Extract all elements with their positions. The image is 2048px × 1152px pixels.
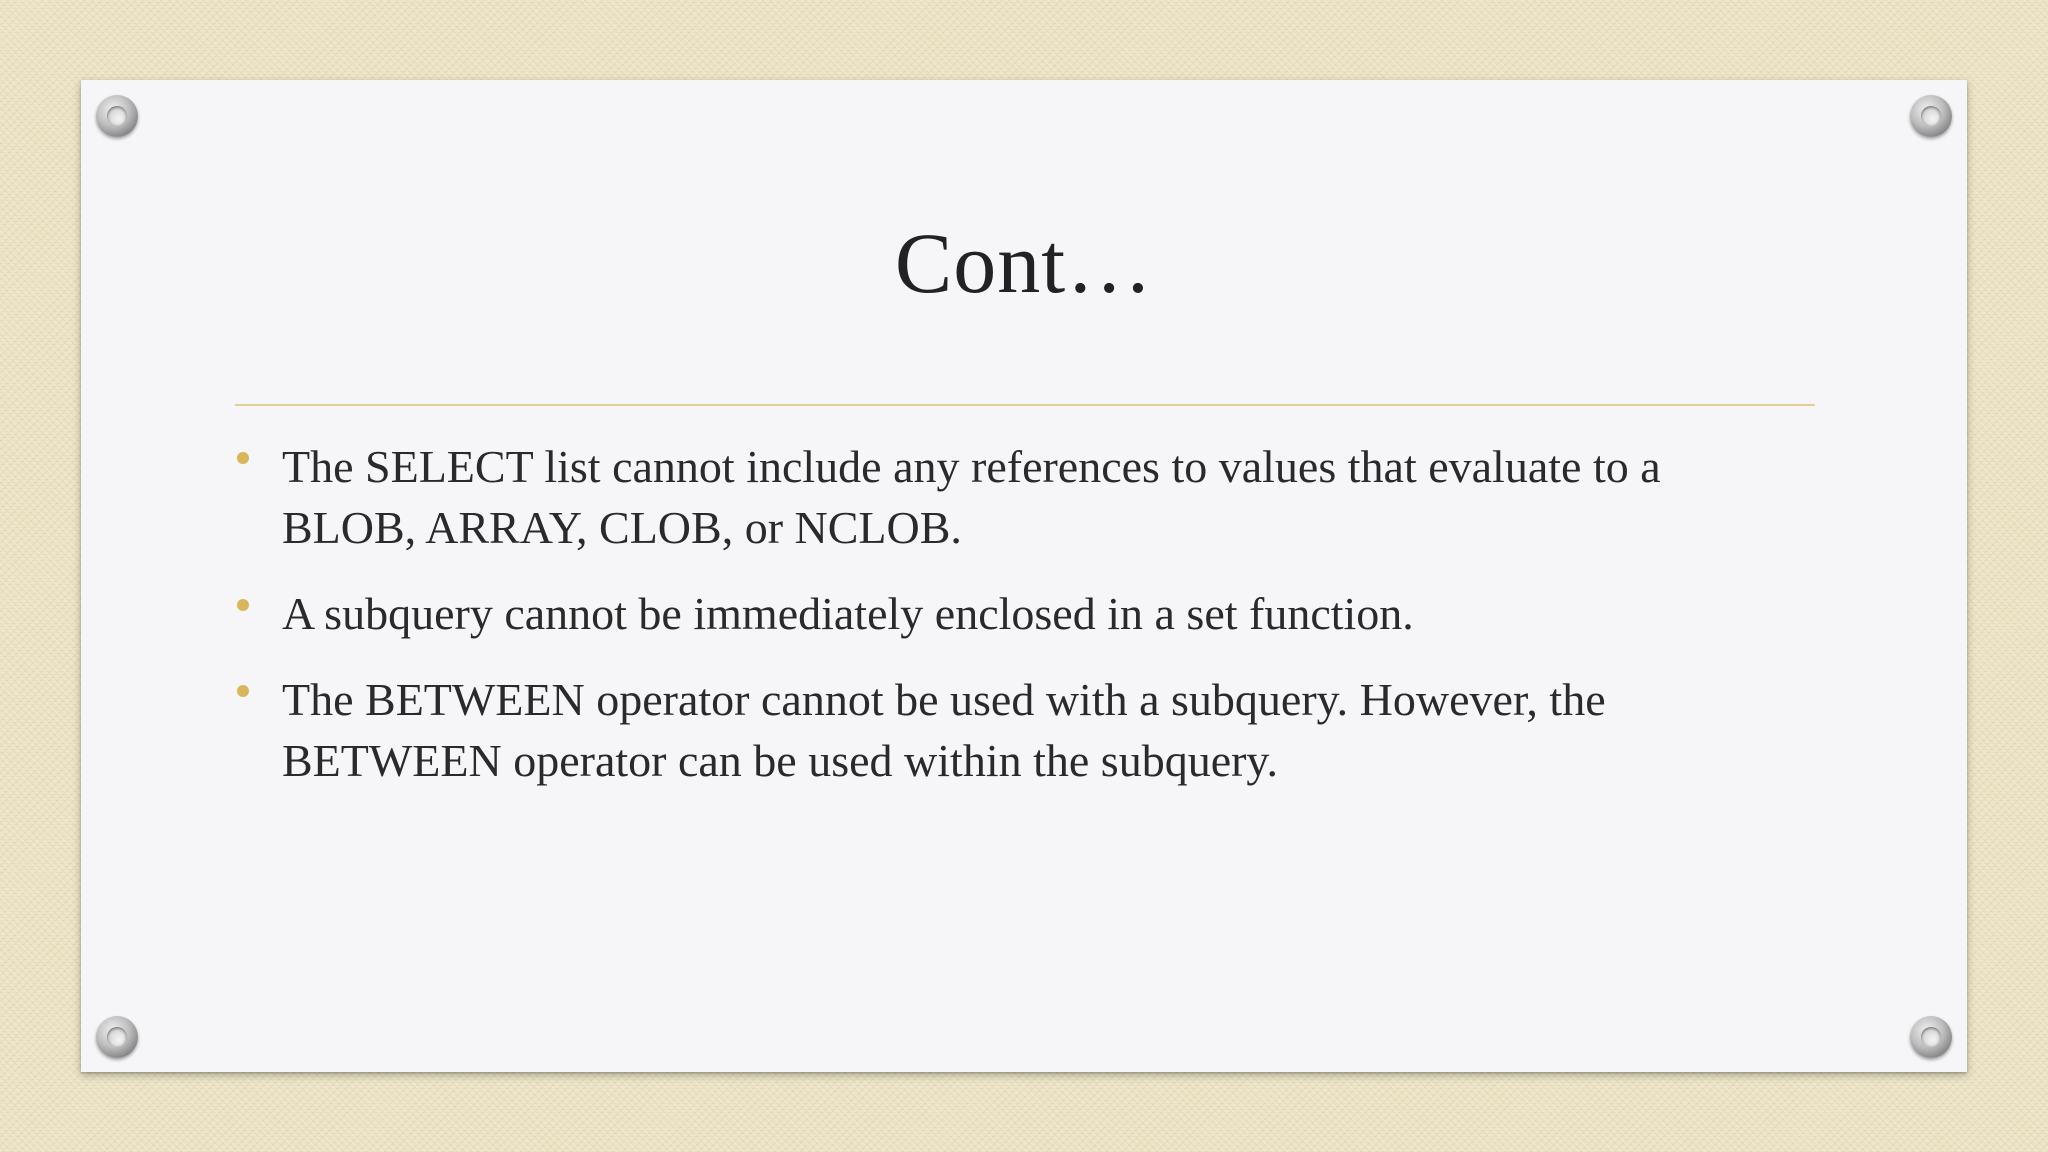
grommet-icon [1910, 1016, 1952, 1058]
bullet-item [236, 436, 1796, 558]
bullet-text: The BETWEEN operator cannot be used with a subquery. However, the BETWEEN operator can be used within the subquery. [282, 674, 1606, 786]
bullet-dot-icon [237, 685, 249, 697]
grommet-icon [1910, 95, 1952, 137]
bullet-text: The SELECT list cannot include any references to values that evaluate to a BLOB, ARRAY, CLOB, or NCLOB. [282, 441, 1661, 553]
grommet-icon [96, 1016, 138, 1058]
bullet-list [236, 436, 1796, 816]
bullet-dot-icon [237, 452, 249, 464]
bullet-item [236, 583, 1796, 644]
slide-title: Cont… [894, 215, 1154, 311]
bullet-item [236, 669, 1796, 791]
title-divider [235, 404, 1815, 406]
bullet-text: A subquery cannot be immediately enclosed in a set function. [282, 588, 1414, 639]
grommet-icon [96, 95, 138, 137]
bullet-dot-icon [237, 599, 249, 611]
